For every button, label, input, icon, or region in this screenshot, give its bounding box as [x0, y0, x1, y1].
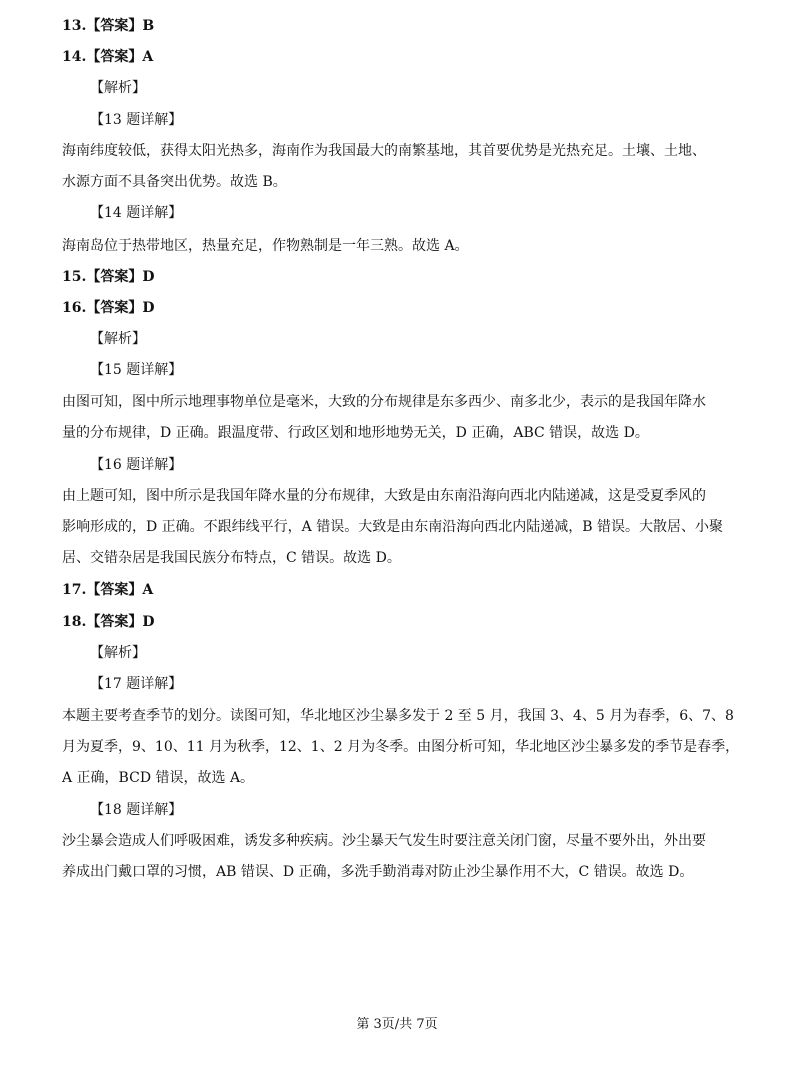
analysis-heading: 【解析】	[90, 645, 146, 661]
paragraph-line: 海南岛位于热带地区，热量充足，作物熟制是一年三熟。故选 A。	[62, 238, 469, 254]
page-number: 第 3页/共 7页	[356, 1017, 438, 1032]
answer-17: 17.【答案】A	[62, 582, 154, 598]
answer-16: 16.【答案】D	[62, 300, 155, 316]
analysis-heading: 【解析】	[90, 80, 146, 96]
detail-heading-18: 【18 题详解】	[90, 802, 183, 818]
paragraph-line: 海南纬度较低，获得太阳光热多，海南作为我国最大的南繁基地，其首要优势是光热充足。土壤、土地、	[62, 143, 706, 159]
answer-14: 14.【答案】A	[62, 49, 154, 65]
paragraph-line: A 正确，BCD 错误，故选 A。	[62, 770, 255, 786]
answer-15: 15.【答案】D	[62, 269, 155, 285]
answer-18: 18.【答案】D	[62, 614, 155, 630]
analysis-heading: 【解析】	[90, 331, 146, 347]
detail-heading-16: 【16 题详解】	[90, 457, 183, 473]
detail-heading-15: 【15 题详解】	[90, 362, 183, 378]
paragraph-line: 本题主要考查季节的划分。读图可知，华北地区沙尘暴多发于 2 至 5 月，我国 3、4、5 月为春季，6、7、8	[62, 708, 734, 724]
answer-13: 13.【答案】B	[62, 18, 155, 34]
detail-heading-13: 【13 题详解】	[90, 112, 183, 128]
paragraph-line: 影响形成的，D 正确。不跟纬线平行，A 错误。大致是由东南沿海向西北内陆递减，B 错误。大散居、小聚	[62, 519, 723, 535]
paragraph-line: 由图可知，图中所示地理事物单位是毫米，大致的分布规律是东多西少、南多北少，表示的是我国年降水	[62, 394, 706, 410]
paragraph-line: 月为夏季，9、10、11 月为秋季，12、1、2 月为冬季。由图分析可知，华北地区沙尘暴多发的季节是春季，	[62, 739, 740, 755]
paragraph-line: 养成出门戴口罩的习惯，AB 错误、D 正确，多洗手勤消毒对防止沙尘暴作用不大，C 错误。故选 D。	[62, 864, 694, 880]
paragraph-line: 由上题可知，图中所示是我国年降水量的分布规律，大致是由东南沿海向西北内陆递减，这是受夏季风的	[62, 488, 706, 504]
paragraph-line: 居、交错杂居是我国民族分布特点，C 错误。故选 D。	[62, 550, 401, 566]
paragraph-line: 沙尘暴会造成人们呼吸困难，诱发多种疾病。沙尘暴天气发生时要注意关闭门窗，尽量不要外出，外出要	[62, 833, 706, 849]
detail-heading-14: 【14 题详解】	[90, 205, 183, 221]
paragraph-line: 量的分布规律，D 正确。跟温度带、行政区划和地形地势无关，D 正确，ABC 错误，故选 D。	[62, 425, 649, 441]
paragraph-line: 水源方面不具备突出优势。故选 B。	[62, 174, 287, 190]
detail-heading-17: 【17 题详解】	[90, 676, 183, 692]
